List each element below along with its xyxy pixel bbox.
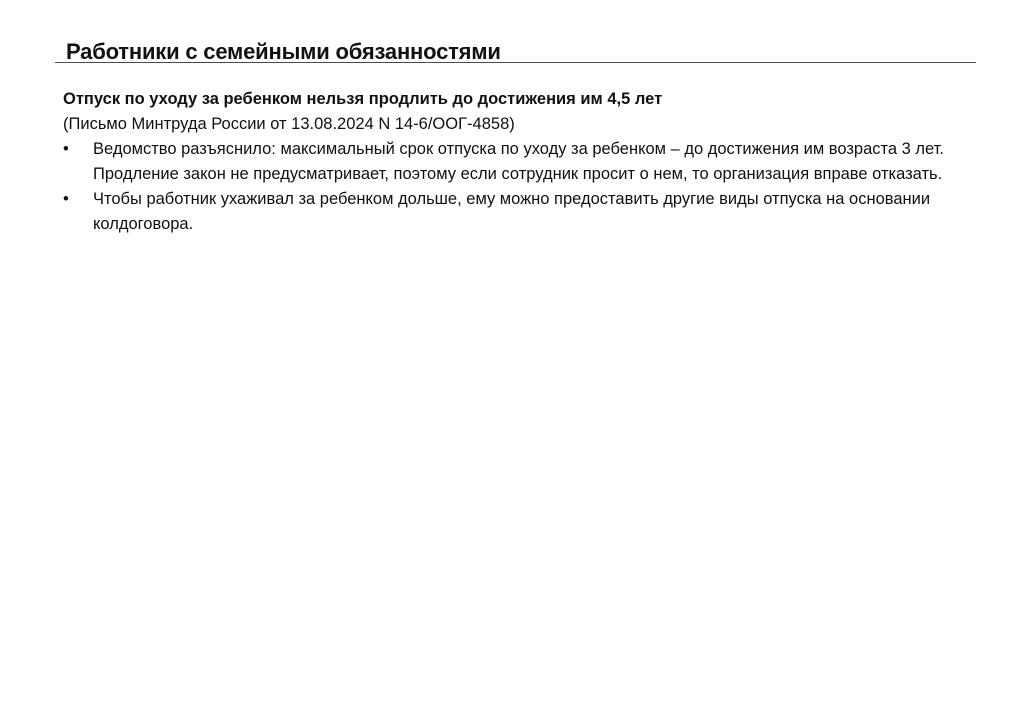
bullet-text: Ведомство разъяснило: максимальный срок отпуска по уходу за ребенком – до достижения им возраста 3 лет. Продление закон не предусматривает, поэтому если сотрудник просит о нем, то организация вправе отказать. — [93, 140, 944, 183]
article-headline: Отпуск по уходу за ребенком нельзя продлить до достижения им 4,5 лет — [63, 90, 663, 108]
bullet-marker-icon: • — [63, 190, 69, 208]
bullet-list — [63, 137, 981, 237]
article-source: (Письмо Минтруда России от 13.08.2024 N 14-6/ООГ-4858) — [63, 115, 515, 133]
slide-title: Работники с семейными обязанностями — [66, 39, 501, 64]
bullet-text: Чтобы работник ухаживал за ребенком дольше, ему можно предоставить другие виды отпуска на основании колдоговора. — [93, 190, 931, 233]
bullet-marker-icon: • — [63, 140, 69, 158]
article-content — [63, 87, 981, 237]
bullet-item — [63, 187, 981, 237]
bullet-item — [63, 137, 981, 187]
title-underline — [55, 62, 976, 63]
